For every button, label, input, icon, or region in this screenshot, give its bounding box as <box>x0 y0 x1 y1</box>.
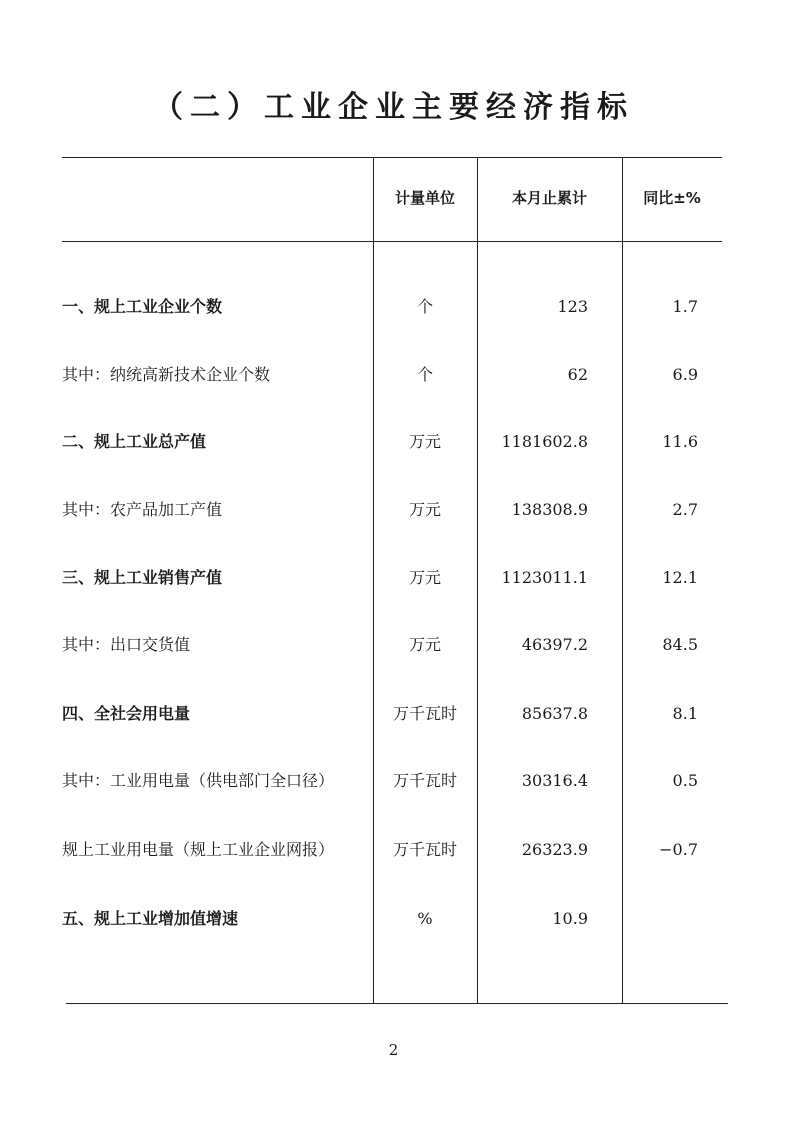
row-yoy-value: 1.7 <box>672 297 698 316</box>
table-row <box>0 427 787 457</box>
row-cumulative-value: 1123011.1 <box>501 568 588 587</box>
row-label: 规上工业用电量（规上工业企业网报） <box>62 840 335 859</box>
row-unit: 个 <box>416 297 433 316</box>
row-yoy-value: 11.6 <box>662 432 698 451</box>
row-cumulative-value: 123 <box>557 297 588 316</box>
table-row <box>0 563 787 593</box>
row-cumulative-value: 26323.9 <box>521 840 588 859</box>
row-yoy-value: −0.7 <box>659 840 698 859</box>
row-unit: 个 <box>416 365 433 384</box>
row-unit: 万元 <box>408 568 441 587</box>
table-row <box>0 699 787 729</box>
table-row <box>0 904 787 934</box>
row-unit: 万千瓦时 <box>392 771 457 790</box>
row-cumulative-value: 138308.9 <box>511 500 588 519</box>
table-row <box>0 766 787 796</box>
table-row <box>0 835 787 865</box>
table-top-rule <box>62 157 722 158</box>
page-number: 2 <box>388 1041 399 1059</box>
row-label: 一、规上工业企业个数 <box>62 297 223 316</box>
row-yoy-value: 2.7 <box>672 500 698 519</box>
table-row <box>0 630 787 660</box>
row-unit: % <box>417 909 433 928</box>
row-yoy-value: 12.1 <box>662 568 698 587</box>
header-cumulative: 本月止累计 <box>511 189 587 207</box>
row-unit: 万元 <box>408 635 441 654</box>
table-row <box>0 292 787 322</box>
row-label: 二、规上工业总产值 <box>62 432 207 451</box>
row-label: 四、全社会用电量 <box>62 704 191 723</box>
row-cumulative-value: 10.9 <box>552 909 588 928</box>
row-unit: 万元 <box>408 432 441 451</box>
header-unit: 计量单位 <box>394 189 455 207</box>
row-cumulative-value: 1181602.8 <box>501 432 588 451</box>
row-cumulative-value: 46397.2 <box>521 635 588 654</box>
row-cumulative-value: 30316.4 <box>521 771 588 790</box>
table-bottom-rule <box>66 1003 728 1004</box>
row-label: 其中：工业用电量（供电部门全口径） <box>62 771 335 790</box>
table-row <box>0 360 787 390</box>
row-unit: 万元 <box>408 500 441 519</box>
row-unit: 万千瓦时 <box>392 840 457 859</box>
row-yoy-value: 8.1 <box>672 704 698 723</box>
row-label: 五、规上工业增加值增速 <box>62 909 239 928</box>
header-yoy: 同比±% <box>643 189 701 207</box>
page-title: （二）工业企业主要经济指标 <box>153 90 634 125</box>
row-label: 其中：纳统高新技术企业个数 <box>62 365 271 384</box>
row-cumulative-value: 85637.8 <box>521 704 588 723</box>
row-cumulative-value: 62 <box>567 365 588 384</box>
header-bottom-rule <box>62 241 722 242</box>
row-label: 三、规上工业销售产值 <box>62 568 223 587</box>
row-unit: 万千瓦时 <box>392 704 457 723</box>
row-yoy-value: 84.5 <box>662 635 698 654</box>
row-yoy-value: 6.9 <box>672 365 698 384</box>
table-row <box>0 495 787 525</box>
row-label: 其中：农产品加工产值 <box>62 500 223 519</box>
row-yoy-value: 0.5 <box>672 771 698 790</box>
row-label: 其中：出口交货值 <box>62 635 191 654</box>
